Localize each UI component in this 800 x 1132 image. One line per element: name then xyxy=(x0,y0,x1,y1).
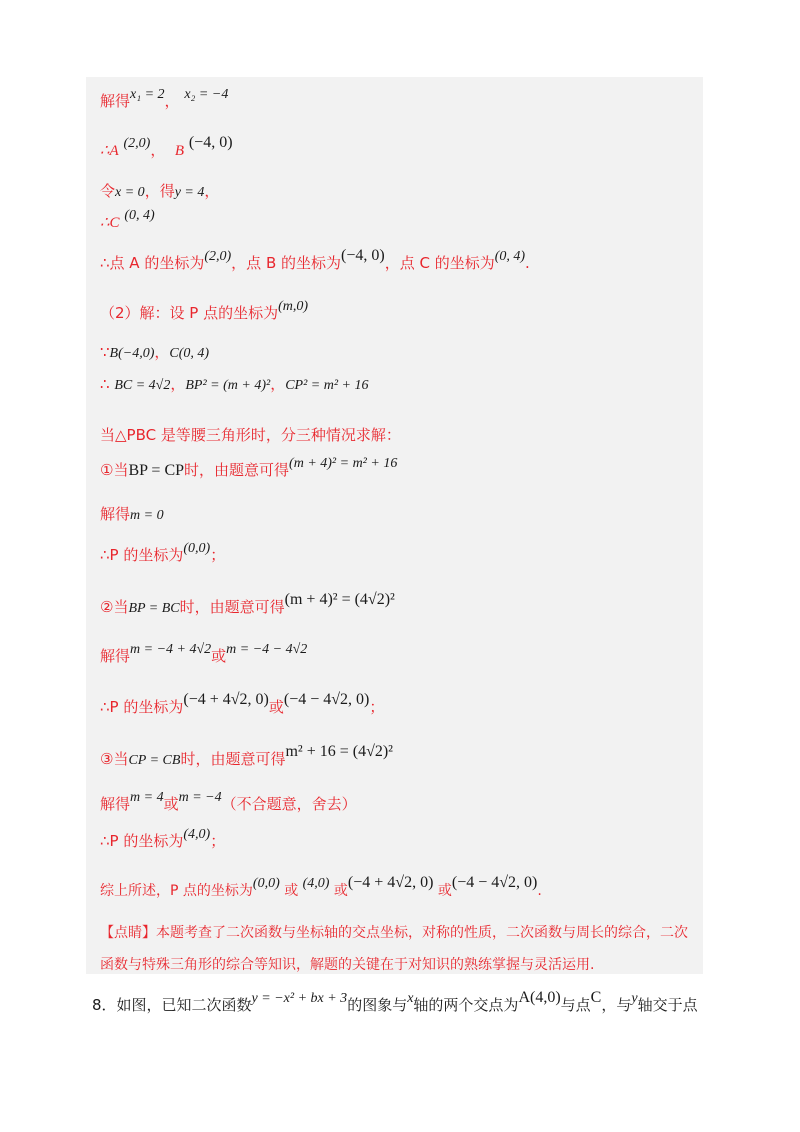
formula: m = −4 xyxy=(178,790,222,805)
text: ， xyxy=(164,92,180,110)
formula: (−4, 0) xyxy=(341,247,385,264)
formula: C xyxy=(590,989,602,1006)
formula: (−4 − 4√2, 0) xyxy=(451,874,538,891)
formula: m² + 16 = (4√2)² xyxy=(285,743,393,760)
solution-line xyxy=(100,87,229,112)
solution-line xyxy=(100,247,530,274)
text: ； xyxy=(369,698,385,716)
solution-line xyxy=(100,456,398,481)
formula: m = 0 xyxy=(130,508,164,523)
solution-line xyxy=(100,134,233,161)
text: 的图象与 xyxy=(347,996,408,1014)
comment-line xyxy=(100,924,688,942)
formula: y = 4 xyxy=(174,185,205,200)
formula: (0,0) xyxy=(252,876,280,891)
text: 解得 xyxy=(100,92,131,110)
formula: (4,0) xyxy=(183,827,211,842)
solution-line xyxy=(100,874,542,901)
solution-line xyxy=(100,691,385,717)
solution-line xyxy=(100,343,209,363)
text: ③当 xyxy=(100,750,129,768)
text: 解得 xyxy=(100,795,131,813)
formula: m = −4 + 4√2 xyxy=(130,642,212,657)
solution-line xyxy=(100,591,395,618)
text: ∴P 的坐标为 xyxy=(100,698,184,716)
text: 与点 xyxy=(560,996,591,1014)
solution-line xyxy=(100,208,155,233)
solution-line xyxy=(100,743,393,770)
text: . xyxy=(525,254,530,272)
text: ； xyxy=(210,546,226,564)
solution-line xyxy=(100,505,164,525)
text: 或 xyxy=(163,795,179,813)
text: 时，由题意可得 xyxy=(180,750,286,768)
formula: (m + 4)² = m² + 16 xyxy=(289,456,398,471)
formula: x₁ = 2 xyxy=(130,87,165,102)
text: 或 xyxy=(437,883,452,899)
text: ∴P 的坐标为 xyxy=(100,832,184,850)
formula: (0, 4) xyxy=(494,249,526,264)
text: 轴交于点 xyxy=(637,996,698,1014)
text: 或 xyxy=(211,647,227,665)
formula: (−4 − 4√2, 0) xyxy=(283,691,370,708)
text: 【点睛】本题考查了二次函数与坐标轴的交点坐标，对称的性质，二次函数与周长的综合，二次 xyxy=(100,925,688,941)
text: ； xyxy=(210,832,226,850)
formula: C(0, 4) xyxy=(169,346,210,361)
formula: BP² = (m + 4)² xyxy=(185,378,271,393)
formula: (2,0) xyxy=(204,249,232,264)
formula: (−4, 0) xyxy=(188,134,233,151)
solution-line xyxy=(100,426,401,444)
text: ， xyxy=(270,375,286,393)
text: ∵ xyxy=(100,343,110,361)
text: 时，由题意可得 xyxy=(179,598,285,616)
formula: BP = BC xyxy=(128,601,180,616)
text: 综上所述，P 点的坐标为 xyxy=(100,883,253,899)
text: 解得 xyxy=(100,647,131,665)
text: ，与 xyxy=(601,996,632,1014)
text: ， xyxy=(204,182,220,200)
formula: m = −4 − 4√2 xyxy=(226,642,308,657)
text: B xyxy=(174,143,185,159)
text: 或 xyxy=(333,883,348,899)
solution-line xyxy=(100,642,308,667)
formula: (0, 4) xyxy=(124,208,155,223)
text: 解得 xyxy=(100,505,131,523)
solution-line xyxy=(100,790,357,815)
text: . xyxy=(537,883,542,899)
solution-line xyxy=(100,182,219,202)
text: ∴C xyxy=(100,215,120,231)
formula: y = −x² + bx + 3 xyxy=(251,991,348,1006)
text: ②当 xyxy=(100,598,129,616)
text: ，得 xyxy=(144,182,175,200)
text: （2）解：设 P 点的坐标为 xyxy=(100,304,279,322)
formula: (m + 4)² = (4√2)² xyxy=(284,591,395,608)
text: ∴点 A 的坐标为 xyxy=(100,254,205,272)
question-8 xyxy=(92,989,698,1015)
text: ，点 C 的坐标为 xyxy=(384,254,495,272)
text: ，点 B 的坐标为 xyxy=(231,254,341,272)
formula: y xyxy=(631,991,638,1006)
formula: BC = 4√2 xyxy=(114,378,171,393)
formula: x₂ = −4 xyxy=(184,87,229,102)
solution-line xyxy=(100,299,309,324)
formula: A(4,0) xyxy=(518,989,561,1006)
text: 函数与特殊三角形的综合等知识，解题的关键在于对知识的熟练掌握与灵活运用. xyxy=(100,957,595,973)
formula: (m,0) xyxy=(278,299,309,314)
text: 或 xyxy=(268,698,284,716)
text: ①当 xyxy=(100,461,129,479)
text: （不合题意，舍去） xyxy=(221,795,357,813)
formula: m = 4 xyxy=(130,790,164,805)
formula: (−4 + 4√2, 0) xyxy=(347,874,434,891)
comment-line xyxy=(100,956,594,974)
text: 时，由题意可得 xyxy=(184,461,290,479)
formula: BP = CP xyxy=(128,462,185,479)
formula: (−4 + 4√2, 0) xyxy=(183,691,269,708)
formula: x = 0 xyxy=(115,185,145,200)
formula: CP = CB xyxy=(128,753,181,768)
text: 令 xyxy=(100,182,116,200)
solution-line xyxy=(100,827,226,852)
text: 或 xyxy=(284,883,299,899)
formula: (2,0) xyxy=(123,136,151,151)
formula: (0,0) xyxy=(183,541,211,556)
text: ， xyxy=(170,375,186,393)
text: ， xyxy=(154,343,170,361)
formula: (4,0) xyxy=(302,876,330,891)
solution-line xyxy=(100,541,226,566)
formula: B(−4,0) xyxy=(109,346,155,361)
text: 当△PBC 是等腰三角形时，分三种情况求解： xyxy=(100,426,401,444)
text: ∴ xyxy=(100,375,110,393)
text: ， xyxy=(150,141,166,159)
solution-line xyxy=(100,375,369,395)
text: ∴A xyxy=(100,143,119,159)
text: 轴的两个交点为 xyxy=(413,996,519,1014)
formula: x xyxy=(407,991,414,1006)
text: 8．如图，已知二次函数 xyxy=(92,996,252,1014)
text: ∴P 的坐标为 xyxy=(100,546,184,564)
formula: CP² = m² + 16 xyxy=(285,378,369,393)
